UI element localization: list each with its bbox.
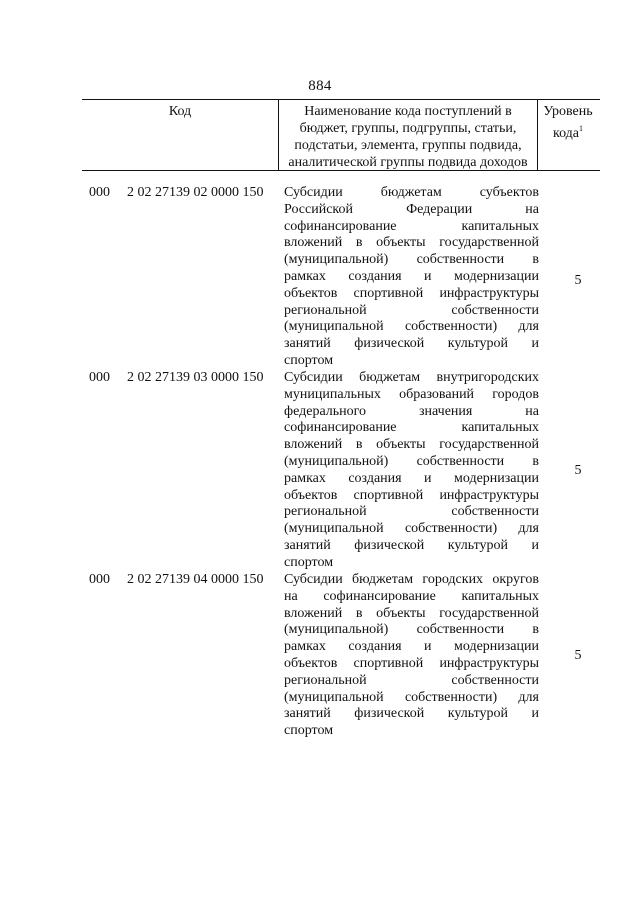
row-description-line: (муниципальной) собственности в: [284, 622, 539, 638]
table-header: [82, 99, 600, 171]
footnote-marker: 1: [579, 124, 584, 133]
row-description-line: региональной собственности: [284, 504, 539, 520]
header-code: Код: [168, 104, 192, 119]
row-description-line: региональной собственности: [284, 672, 539, 688]
row-code: 2 02 27139 04 0000 150: [127, 572, 264, 587]
row-description-line: занятий физической культурой и: [284, 706, 539, 722]
row-description-line: (муниципальной собственности) для: [284, 521, 539, 537]
row-description: [284, 370, 539, 572]
row-code: 2 02 27139 03 0000 150: [127, 370, 264, 385]
row-description-line: вложений в объекты государственной: [284, 437, 539, 453]
row-description-line: Субсидии бюджетам внутригородских: [284, 370, 539, 385]
row-description-line: спортом: [284, 352, 334, 368]
row-prefix: 000: [89, 185, 110, 200]
row-level: 5: [574, 463, 582, 478]
row-description-line: (муниципальной собственности) для: [284, 689, 539, 705]
row-description-line: Субсидии бюджетам субъектов: [284, 185, 539, 200]
row-description-line: вложений в объекты государственной: [284, 235, 539, 251]
row-description-line: Российской Федерации на: [284, 201, 539, 217]
row-description-line: вложений в объекты государственной: [284, 605, 539, 621]
header-name-line: Наименование кода поступлений в: [304, 104, 512, 119]
row-prefix: 000: [89, 572, 110, 587]
header-name-line: бюджет, группы, подгруппы, статьи,: [299, 121, 517, 136]
row-description-line: софинансирование капитальных: [284, 218, 539, 234]
row-description-line: спортом: [284, 554, 334, 570]
header-name-line: аналитической группы подвида доходов: [288, 155, 528, 170]
row-description-line: (муниципальной) собственности в: [284, 453, 539, 469]
row-prefix: 000: [89, 370, 110, 385]
row-description-line: софинансирование капитальных: [284, 420, 539, 436]
row-description: [284, 572, 539, 740]
row-description-line: муниципальных образований городов: [284, 386, 539, 402]
row-description-line: федерального значения на: [284, 403, 539, 419]
row-description-line: спортом: [284, 723, 334, 739]
header-level-line: Уровень: [543, 104, 593, 119]
row-description-line: объектов спортивной инфраструктуры: [284, 487, 539, 503]
row-description-line: объектов спортивной инфраструктуры: [284, 655, 539, 671]
row-description-line: (муниципальной) собственности в: [284, 252, 539, 268]
header-level-line: кода$^1$: [552, 124, 584, 141]
row-description-line: региональной собственности: [284, 302, 539, 318]
row-level: 5: [574, 648, 582, 663]
header-name: [278, 100, 538, 170]
header-name-line: подстатьи, элемента, группы подвида,: [294, 138, 522, 153]
row-description-line: занятий физической культурой и: [284, 537, 539, 553]
row-description-line: (муниципальной собственности) для: [284, 319, 539, 335]
row-description-line: занятий физической культурой и: [284, 336, 539, 352]
row-level: 5: [574, 273, 582, 288]
row-description-line: рамках создания и модернизации: [284, 470, 539, 486]
row-description-line: Субсидии бюджетам городских округов: [284, 572, 539, 587]
row-code: 2 02 27139 02 0000 150: [127, 185, 264, 200]
header-level: [537, 100, 599, 170]
row-description-line: объектов спортивной инфраструктуры: [284, 285, 539, 301]
page-number: 884: [308, 78, 332, 94]
row-description-line: рамках создания и модернизации: [284, 268, 539, 284]
row-description-line: рамках создания и модернизации: [284, 639, 539, 655]
row-description: [284, 185, 539, 370]
row-description-line: на софинансирование капитальных: [284, 588, 539, 604]
